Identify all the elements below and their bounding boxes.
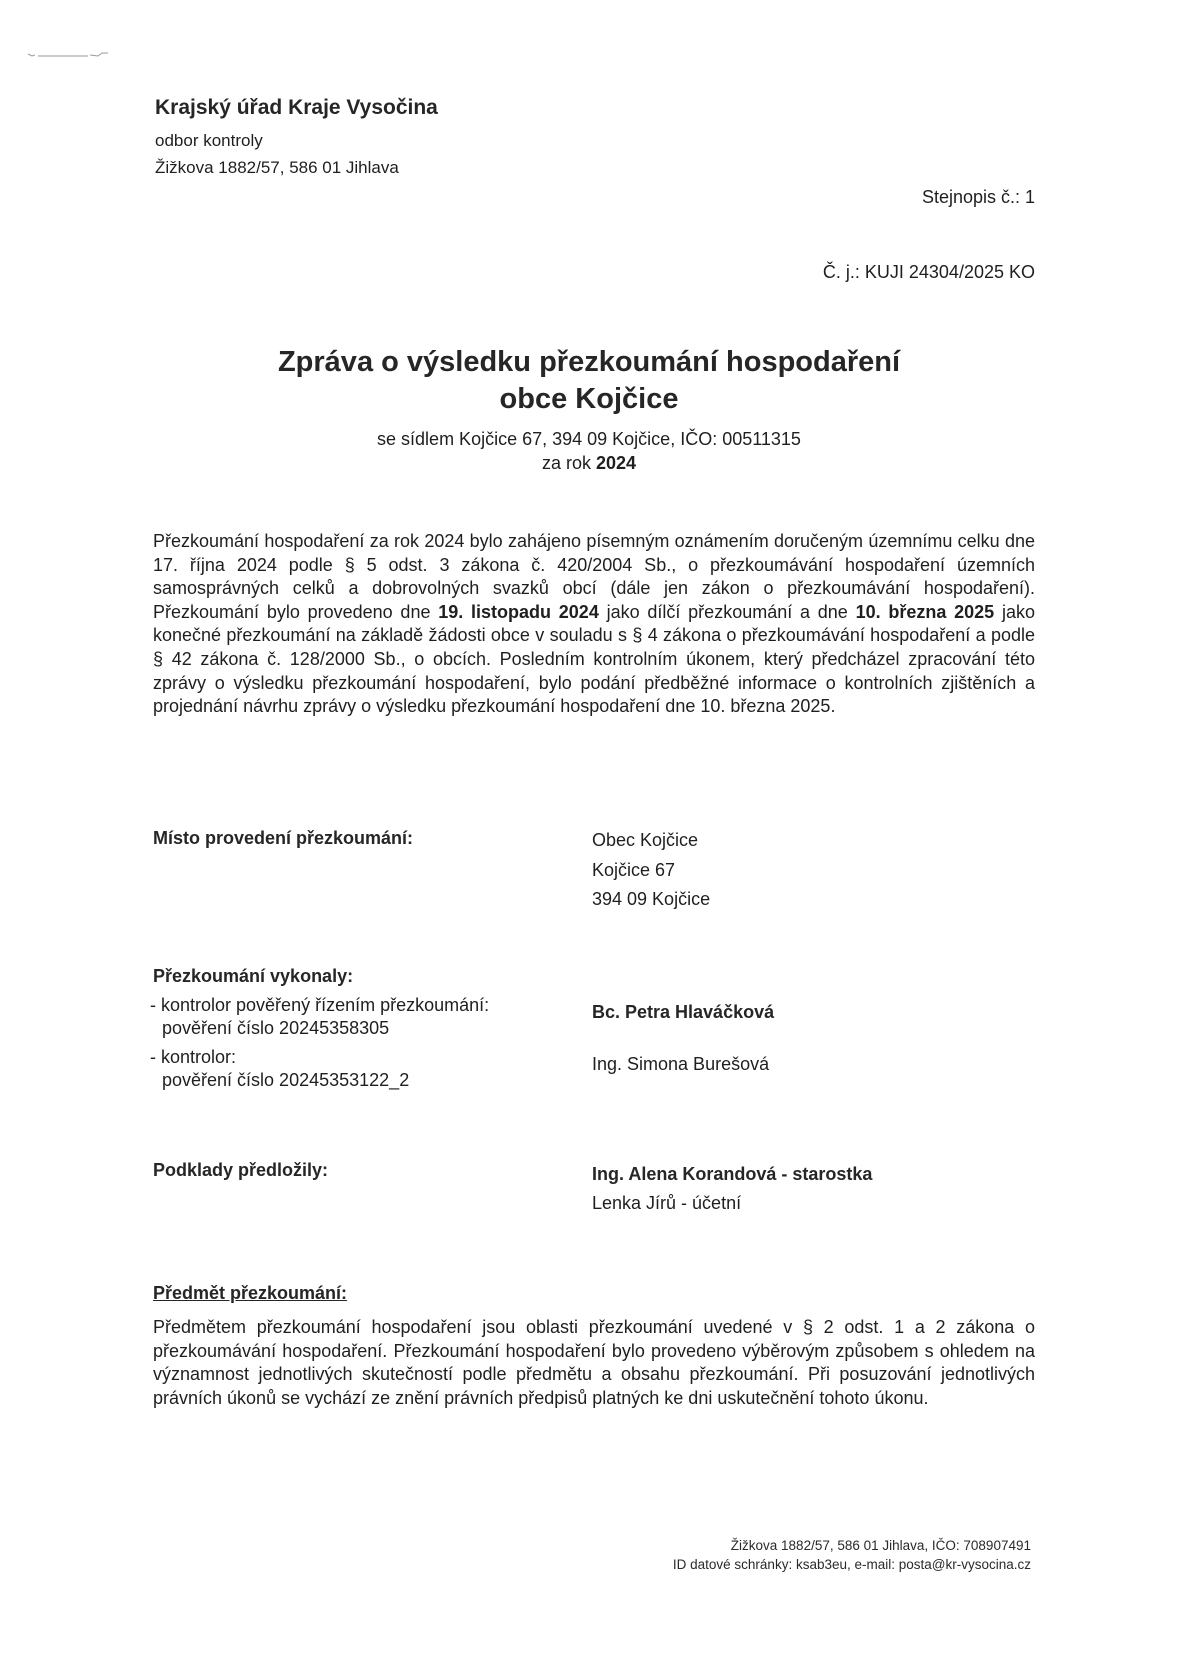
inspector-role-item: [150, 1046, 489, 1092]
copy-number: Stejnopis č.: 1: [921, 187, 1035, 207]
inspector-name-lead: Bc. Petra Hlaváčková: [592, 1002, 775, 1022]
subject-heading: Předmět přezkoumání:: [153, 1283, 348, 1303]
place-line: 394 09 Kojčice: [592, 889, 711, 909]
intro-text-2: jako dílčí přezkoumání a dne: [598, 601, 856, 622]
year-value: 2024: [596, 453, 637, 473]
place-line: Kojčice 67: [592, 859, 676, 880]
issuer-address: Žižkova 1882/57, 586 01 Jihlava: [155, 158, 399, 177]
inspector-role: - kontrolor pověřený řízením přezkoumání:: [150, 995, 490, 1015]
scan-artifact-mark: [26, 50, 116, 62]
year-prefix: za rok: [541, 453, 591, 473]
title-line-1: Zpráva o výsledku přezkoumání hospodaření: [277, 346, 901, 378]
inspector-role-item: [150, 994, 489, 1040]
intro-text-3: jako konečné přezkoumání na základě žádosti obce v souladu s § 4 zákona o přezkoumávání hospodaření a podle § 42 zákona č. 128/2000 Sb., o obcích. Posledním kontrolním úkonem, který předcházel zpracování této zprávy o výsledku přezkoumání hospodaření, bylo podání předběžné informace o kontrolních zjištěních a projednání návrhu zprávy o výsledku přezkoumání hospodaření dne 10. března 2025.: [153, 601, 1035, 717]
document-subtitle: [0, 427, 1178, 475]
municipality-seat: se sídlem Kojčice 67, 394 09 Kojčice, IČO: 00511315: [377, 429, 801, 449]
footer-address: Žižkova 1882/57, 586 01 Jihlava, IČO: 708907491: [730, 1538, 1031, 1553]
issuer-name: Krajský úřad Kraje Vysočina: [155, 96, 438, 119]
footer-contact: ID datové schránky: ksab3eu, e-mail: posta@kr-vysocina.cz: [672, 1557, 1031, 1572]
inspector-name: Ing. Simona Burešová: [592, 1054, 770, 1074]
place-address: [592, 826, 710, 915]
intro-text-1: Přezkoumání hospodaření za rok 2024 bylo zahájeno písemným oznámením doručeným územnímu celku dne 17. října 2024 podle § 5 odst. 3 zákona č. 420/2004 Sb., o přezkoumávání hospodaření územních samosprávných celků a dobrovolných svazků obcí (dále jen zákon o přezkoumávání hospodaření). Přezkoumání bylo provedeno dne: [153, 531, 1035, 622]
inspector-role: - kontrolor:: [150, 1047, 237, 1067]
intro-date-final: 10. března 2025: [855, 601, 995, 622]
documents-label: Podklady předložily:: [153, 1160, 329, 1180]
documents-persons: [592, 1160, 872, 1218]
intro-date-partial: 19. listopadu 2024: [438, 601, 599, 622]
inspector-authorization: pověření číslo 20245358305: [162, 1018, 390, 1038]
documents-person-accountant: Lenka Jírů - účetní: [592, 1193, 742, 1213]
title-line-2: obce Kojčice: [499, 383, 679, 415]
inspector-authorization: pověření číslo 20245353122_2: [162, 1070, 410, 1090]
inspectors-roles: [150, 994, 489, 1098]
document-title: [0, 344, 1178, 418]
place-label: Místo provedení přezkoumání:: [153, 828, 414, 848]
documents-person-mayor: Ing. Alena Korandová - starostka: [592, 1164, 873, 1184]
inspectors-names: [592, 1002, 774, 1075]
inspectors-heading: Přezkoumání vykonaly:: [153, 966, 354, 986]
page-footer: [673, 1536, 1031, 1574]
place-line: Obec Kojčice: [592, 830, 699, 850]
reference-number: Č. j.: KUJI 24304/2025 KO: [822, 262, 1035, 282]
issuer-department: odbor kontroly: [155, 131, 263, 150]
review-year: [0, 451, 1178, 475]
subject-paragraph: Předmětem přezkoumání hospodaření jsou oblasti přezkoumání uvedené v § 2 odst. 1 a 2 zákona o přezkoumávání hospodaření. Přezkoumání hospodaření bylo provedeno výběrovým způsobem s ohledem na významnost jednotlivých skutečností podle předmětu a obsahu přezkoumání. Při posuzování jednotlivých právních úkonů se vychází ze znění právních předpisů platných ke dni uskutečnění tohoto úkonu.: [153, 1317, 1035, 1408]
intro-paragraph: [153, 530, 1035, 719]
